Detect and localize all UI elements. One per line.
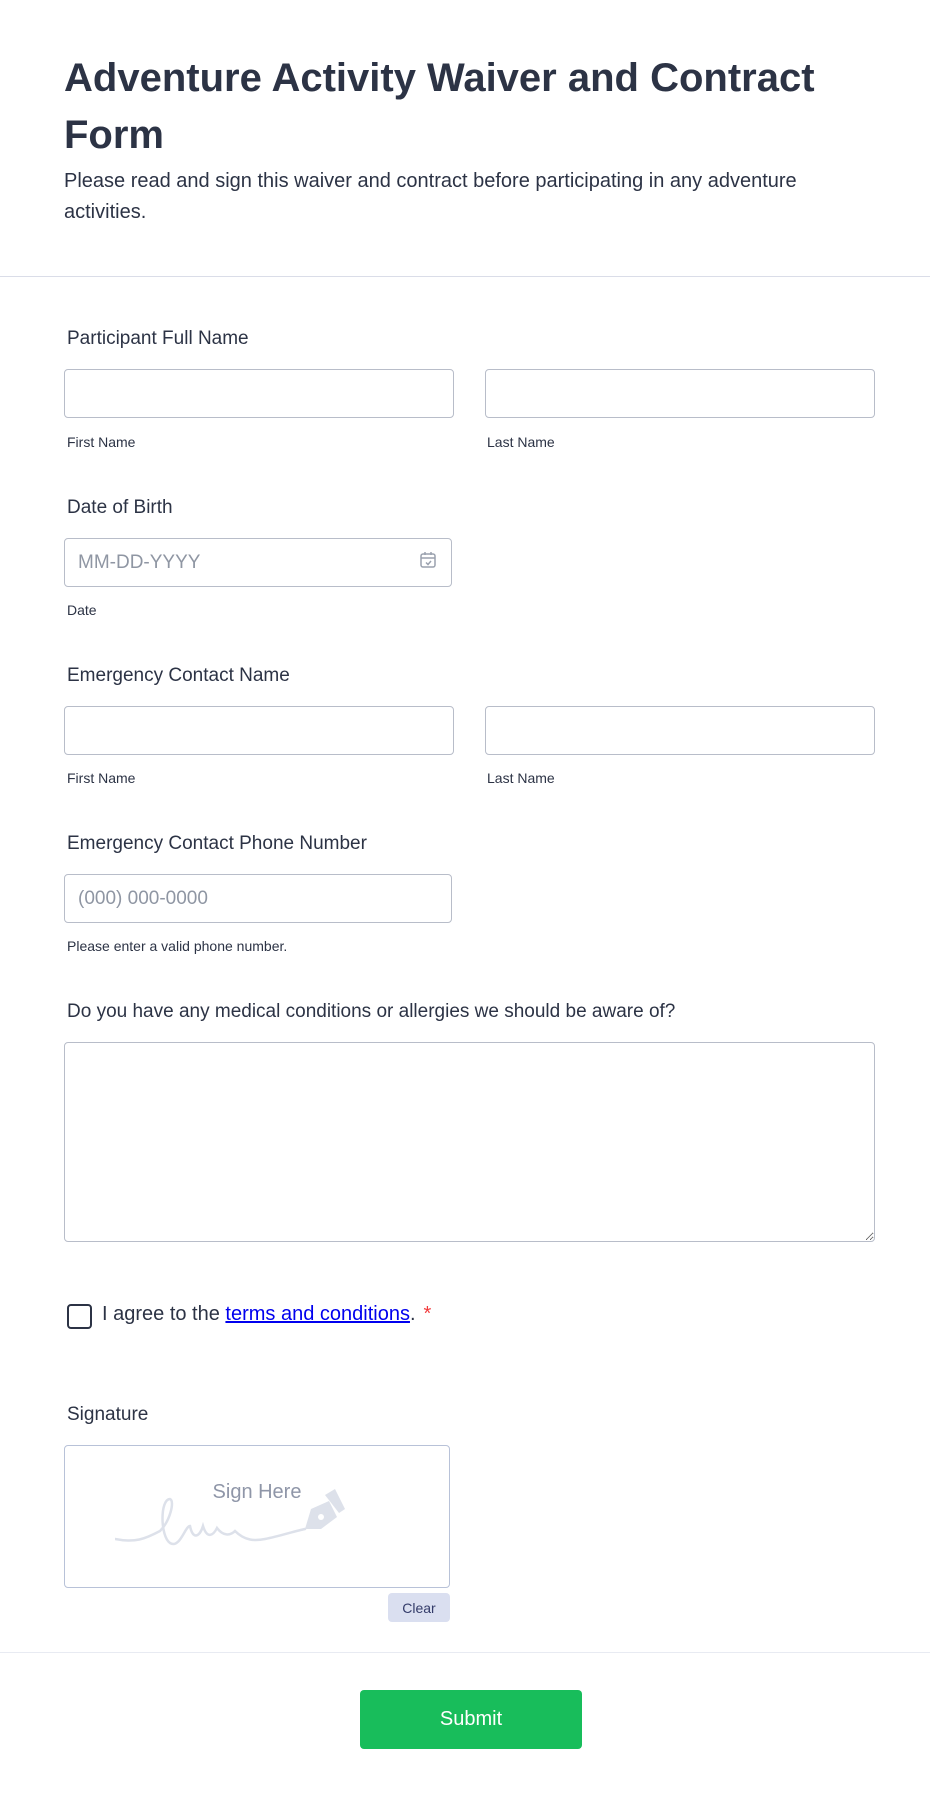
participant-first-name-input[interactable] xyxy=(64,369,454,418)
signature-pad[interactable] xyxy=(64,1445,450,1588)
terms-prefix: I agree to the xyxy=(102,1303,226,1325)
footer-divider xyxy=(0,1652,930,1653)
form-subtitle: Please read and sign this waiver and contract before participating in any adventure activities. xyxy=(64,170,797,223)
medical-textarea[interactable] xyxy=(64,1042,875,1242)
submit-button[interactable]: Submit xyxy=(360,1690,582,1749)
dob-input[interactable] xyxy=(64,538,452,587)
emergency-first-name-input[interactable] xyxy=(64,706,454,755)
signature-label: Signature xyxy=(67,1404,149,1425)
terms-link[interactable]: terms and conditions xyxy=(225,1303,410,1325)
emergency-phone-input[interactable] xyxy=(64,874,452,923)
form-title: Adventure Activity Waiver and Contract Form xyxy=(64,56,815,157)
required-asterisk: * xyxy=(423,1303,432,1325)
emergency-last-sublabel: Last Name xyxy=(487,770,555,786)
header-divider xyxy=(0,276,930,277)
phone-helper-text: Please enter a valid phone number. xyxy=(67,938,288,954)
phone-placeholder: (000) 000-0000 xyxy=(78,887,208,909)
terms-checkbox[interactable] xyxy=(67,1304,92,1329)
sign-here-placeholder: Sign Here xyxy=(212,1481,302,1503)
terms-suffix: . xyxy=(409,1303,416,1325)
emergency-last-name-input[interactable] xyxy=(485,706,875,755)
emergency-phone-label: Emergency Contact Phone Number xyxy=(67,833,367,854)
dob-placeholder: MM-DD-YYYY xyxy=(78,551,201,573)
clear-signature-button[interactable]: Clear xyxy=(388,1593,450,1622)
participant-name-label: Participant Full Name xyxy=(67,328,249,349)
emergency-name-label: Emergency Contact Name xyxy=(67,665,290,686)
dob-sublabel: Date xyxy=(67,602,97,618)
first-name-sublabel: First Name xyxy=(67,434,136,450)
terms-label xyxy=(102,1303,431,1326)
medical-label: Do you have any medical conditions or allergies we should be aware of? xyxy=(67,1001,676,1022)
calendar-icon[interactable] xyxy=(418,550,438,576)
participant-last-name-input[interactable] xyxy=(485,369,875,418)
dob-label: Date of Birth xyxy=(67,497,173,518)
last-name-sublabel: Last Name xyxy=(487,434,555,450)
emergency-first-sublabel: First Name xyxy=(67,770,136,786)
